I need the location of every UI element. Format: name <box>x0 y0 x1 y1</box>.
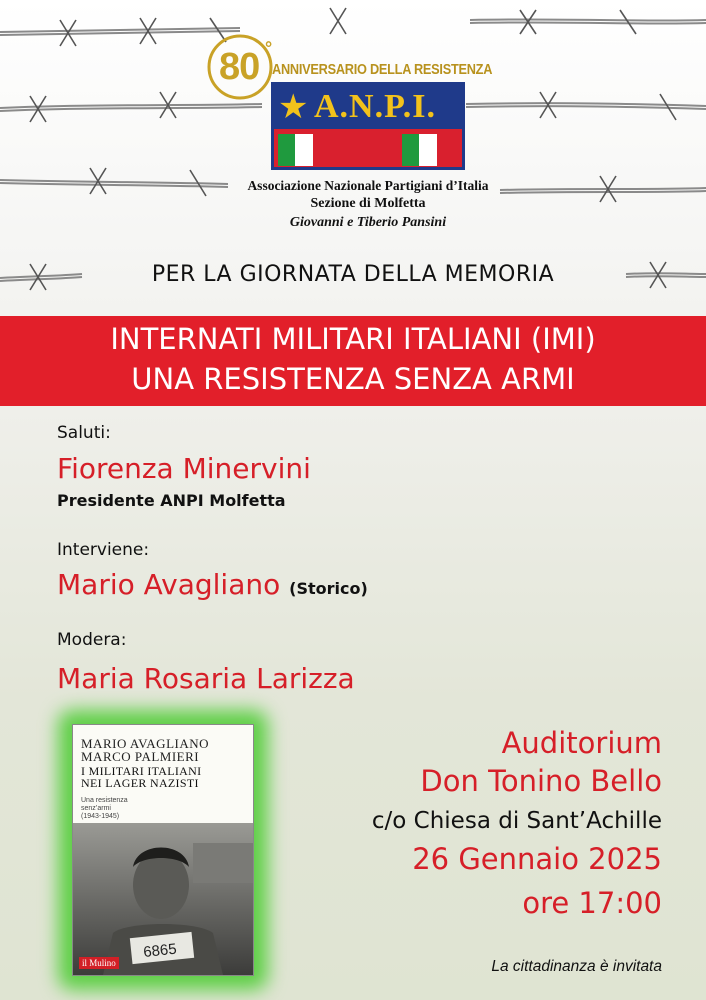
anniversary-number: 80 <box>219 46 260 88</box>
book-author-1: MARIO AVAGLIANO <box>81 736 210 751</box>
star-icon: ★ <box>278 87 309 127</box>
anniversary-text: ANNIVERSARIO DELLA RESISTENZA <box>272 62 493 78</box>
speaker-name-greetings: Fiorenza Minervini <box>57 452 311 485</box>
event-time: ore 17:00 <box>522 886 662 920</box>
speaker-subtitle-greetings: Presidente ANPI Molfetta <box>57 491 286 510</box>
venue-line3: c/o Chiesa di Sant’Achille <box>371 808 662 834</box>
anniversary-badge <box>205 32 275 102</box>
book-title <box>81 765 201 789</box>
anniversary-degree: ° <box>265 38 273 58</box>
speaker-name-speaker: Mario Avagliano <box>57 568 281 601</box>
book-title-line2: NEI LAGER NAZISTI <box>81 776 199 790</box>
soldier-portrait-image <box>73 823 253 975</box>
venue-line2: Don Tonino Bello <box>420 764 662 798</box>
italian-flag-icon <box>402 134 454 166</box>
book-subtitle-line3: (1943-1945) <box>81 813 120 820</box>
speaker-role-greetings: Saluti: <box>57 423 111 443</box>
italian-flag-icon <box>278 134 330 166</box>
speaker-name-moderator: Maria Rosaria Larizza <box>57 662 355 695</box>
speaker-role-speaker: Interviene: <box>57 540 150 560</box>
book-subtitle <box>81 797 128 821</box>
event-title-line1: INTERNATI MILITARI ITALIANI (IMI) <box>110 322 596 356</box>
speaker-role-moderator: Modera: <box>57 630 127 650</box>
book-cover-photo <box>73 823 253 975</box>
book-author-2: MARCO PALMIERI <box>81 749 200 764</box>
book-cover <box>72 724 254 976</box>
event-title-line2: UNA RESISTENZA SENZA ARMI <box>131 362 575 396</box>
anpi-logo-banner <box>274 85 462 129</box>
anpi-logo-text: A.N.P.I. <box>314 88 436 125</box>
book-authors <box>81 737 209 763</box>
book-title-line1: I MILITARI ITALIANI <box>81 764 202 778</box>
organization-section: Sezione di Molfetta <box>310 196 426 211</box>
event-date: 26 Gennaio 2025 <box>412 842 662 876</box>
book-subtitle-line1: Una resistenza <box>81 797 128 804</box>
book-publisher: il Mulino <box>79 957 119 969</box>
anpi-logo <box>271 82 465 170</box>
organization-dedication: Giovanni e Tiberio Pansini <box>289 215 447 230</box>
speaker-note: (Storico) <box>289 579 368 598</box>
book-subtitle-line2: senz’armi <box>81 805 111 812</box>
prisoner-number: 6865 <box>142 940 178 961</box>
organization-name: Associazione Nazionale Partigiani d’Italia <box>247 178 489 193</box>
speaker-name-speaker-line <box>57 568 368 601</box>
occasion-heading: PER LA GIORNATA DELLA MEMORIA <box>151 262 555 287</box>
invitation-note: La cittadinanza è invitata <box>491 958 662 975</box>
venue-line1: Auditorium <box>501 726 662 760</box>
